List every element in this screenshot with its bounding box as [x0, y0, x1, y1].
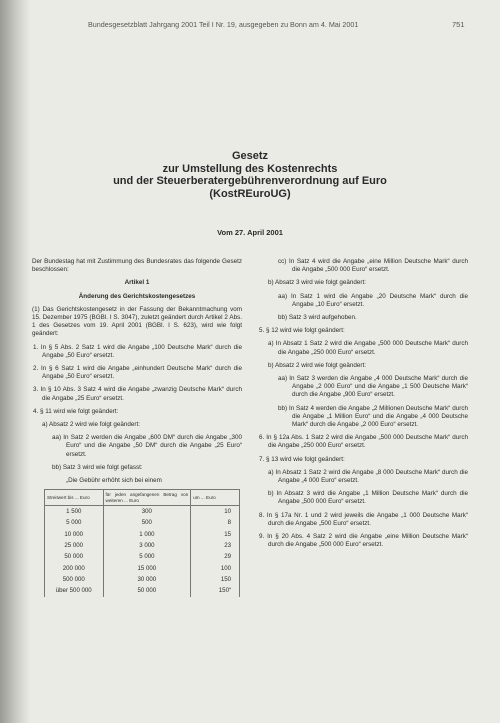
- title-line-1: Gesetz: [231, 150, 269, 162]
- table-cell: 50 000: [45, 552, 104, 563]
- table-cell: 5 000: [103, 552, 191, 563]
- table-cell: 29: [191, 552, 240, 563]
- table-row: [45, 506, 240, 518]
- table-row: [45, 563, 240, 574]
- table-cell: 3 000: [103, 540, 191, 551]
- fee-table: [44, 489, 240, 597]
- list-item: 2. In § 6 Satz 1 wird die Angabe „einhundert Deutsche Mark“ durch die Angabe „50 Euro“ ersetzt.: [33, 365, 242, 381]
- table-header: um ... Euro: [191, 490, 240, 506]
- list-item: 5. § 12 wird wie folgt geändert:: [259, 327, 345, 335]
- table-cell: 1 500: [45, 506, 104, 518]
- table-cell: 100: [191, 563, 240, 574]
- article-title: Änderung des Gerichtskostengesetzes: [78, 292, 196, 300]
- table-cell: 150“: [191, 586, 240, 597]
- list-item: 9. In § 20 Abs. 4 Satz 2 wird die Angabe „eine Million Deutsche Mark“ durch die Angabe „500 000 Euro“ ersetzt.: [259, 533, 468, 549]
- list-item: 7. § 13 wird wie folgt geändert:: [259, 455, 345, 463]
- table-cell: über 500 000: [45, 586, 104, 597]
- table-cell: 500: [103, 518, 191, 529]
- table-header-row: [45, 490, 240, 506]
- table-cell: 5 000: [45, 518, 104, 529]
- table-cell: 10 000: [45, 529, 104, 540]
- list-item: b) In Absatz 3 wird die Angabe „1 Million Deutsche Mark“ durch die Angabe „500 000 Euro“ ersetzt.: [268, 490, 468, 506]
- list-item: aa) In Satz 1 wird die Angabe „20 Deutsche Mark“ durch die Angabe „10 Euro“ ersetzt.: [278, 292, 468, 308]
- table-cell: 10: [191, 506, 240, 518]
- title-line-3: und der Steuerberatergebührenverordnung auf Euro: [113, 175, 387, 187]
- table-row: [45, 575, 240, 586]
- table-cell: 200 000: [45, 563, 104, 574]
- intro-text: Der Bundestag hat mit Zustimmung des Bundesrates das folgende Gesetz beschlossen:: [32, 258, 242, 274]
- list-item: bb) Satz 3 wird wie folgt gefasst:: [52, 463, 143, 471]
- law-title: [0, 150, 500, 200]
- list-item: aa) In Satz 3 werden die Angabe „4 000 Deutsche Mark“ durch die Angabe „2 000 Euro“ und die Angabe „1 500 Deutsche Mark“ durch die Angabe „900 Euro“ ersetzt.: [278, 375, 468, 399]
- law-date: Vom 27. April 2001: [217, 228, 283, 237]
- left-column: [32, 258, 242, 597]
- title-line-4: (KostREuroUG): [209, 187, 291, 200]
- list-item: bb) In Satz 4 werden die Angabe „2 Millionen Deutsche Mark“ durch die Angabe „1 Million Euro“ und die Angabe „4 000 Deutsche Mark“ durch die Angabe „2 000 Euro“ ersetzt.: [278, 404, 468, 429]
- list-item: bb) Satz 3 wird aufgehoben.: [278, 314, 357, 322]
- list-item: b) Absatz 2 wird wie folgt geändert:: [268, 361, 367, 369]
- article-heading: Artikel 1: [124, 279, 150, 287]
- table-cell: 50 000: [103, 586, 191, 597]
- table-row: [45, 540, 240, 551]
- table-cell: 25 000: [45, 540, 104, 551]
- table-cell: 8: [191, 518, 240, 529]
- table-header: Streitwert bis ... Euro: [45, 490, 104, 506]
- page-binding-shadow: [0, 0, 30, 723]
- quote-text: „Die Gebühr erhöht sich bei einem: [66, 477, 162, 485]
- table-cell: 300: [103, 506, 191, 518]
- table-cell: 23: [191, 540, 240, 551]
- list-item: cc) In Satz 4 wird die Angabe „eine Million Deutsche Mark“ durch die Angabe „500 000 Euro“ ersetzt.: [278, 258, 468, 274]
- list-item: a) Absatz 2 wird wie folgt geändert:: [42, 421, 141, 429]
- table-row: [45, 552, 240, 563]
- table-row: [45, 586, 240, 597]
- list-item: aa) In Satz 2 werden die Angabe „600 DM“ durch die Angabe „300 Euro“ und die Angabe „50 DM“ durch die Angabe „25 Euro“ ersetzt.: [52, 434, 242, 458]
- right-column: [258, 258, 468, 554]
- table-cell: 1 000: [103, 529, 191, 540]
- list-item: 1. In § 5 Abs. 2 Satz 1 wird die Angabe „100 Deutsche Mark“ durch die Angabe „50 Euro“ ersetzt.: [33, 343, 242, 359]
- list-item: 4. § 11 wird wie folgt geändert:: [33, 407, 119, 415]
- page-number: 751: [452, 20, 465, 29]
- table-cell: 15 000: [103, 563, 191, 574]
- table-cell: 15: [191, 529, 240, 540]
- list-item: 6. In § 12a Abs. 1 Satz 2 wird die Angabe „500 000 Deutsche Mark“ durch die Angabe „250 000 Euro“ ersetzt.: [259, 434, 468, 450]
- table-cell: 500 000: [45, 575, 104, 586]
- list-item: 8. In § 17a Nr. 1 und 2 wird jeweils die Angabe „1 000 Deutsche Mark“ durch die Angabe „500 Euro“ ersetzt.: [259, 511, 468, 527]
- table-row: [45, 518, 240, 529]
- table-cell: 30 000: [103, 575, 191, 586]
- list-item: a) In Absatz 1 Satz 2 wird die Angabe „500 000 Deutsche Mark“ durch die Angabe „250 000 Euro“ ersetzt.: [268, 340, 468, 356]
- list-item: b) Absatz 3 wird wie folgt geändert:: [268, 279, 367, 287]
- paragraph-1: (1) Das Gerichtskostengesetz in der Fassung der Bekanntmachung vom 15. Dezember 1975 (BGBl. I S. 3047), zuletzt geändert durch Artikel 2 Abs. 1 des Gesetzes vom 19. April 2001 (BGBl. I S. 623), wird wie folgt geändert:: [32, 305, 242, 338]
- table-cell: 150: [191, 575, 240, 586]
- running-head: Bundesgesetzblatt Jahrgang 2001 Teil I Nr. 19, ausgegeben zu Bonn am 4. Mai 2001: [88, 20, 359, 29]
- table-header: für jeden angefangenen Betrag von weiteren ... Euro: [103, 490, 191, 506]
- list-item: a) In Absatz 1 Satz 2 wird die Angabe „8 000 Deutsche Mark“ durch die Angabe „4 000 Euro“ ersetzt.: [268, 468, 468, 485]
- table-row: [45, 529, 240, 540]
- title-line-2: zur Umstellung des Kostenrechts: [162, 162, 338, 175]
- list-item: 3. In § 10 Abs. 3 Satz 4 wird die Angabe „zwanzig Deutsche Mark“ durch die Angabe „25 Euro“ ersetzt.: [33, 386, 242, 402]
